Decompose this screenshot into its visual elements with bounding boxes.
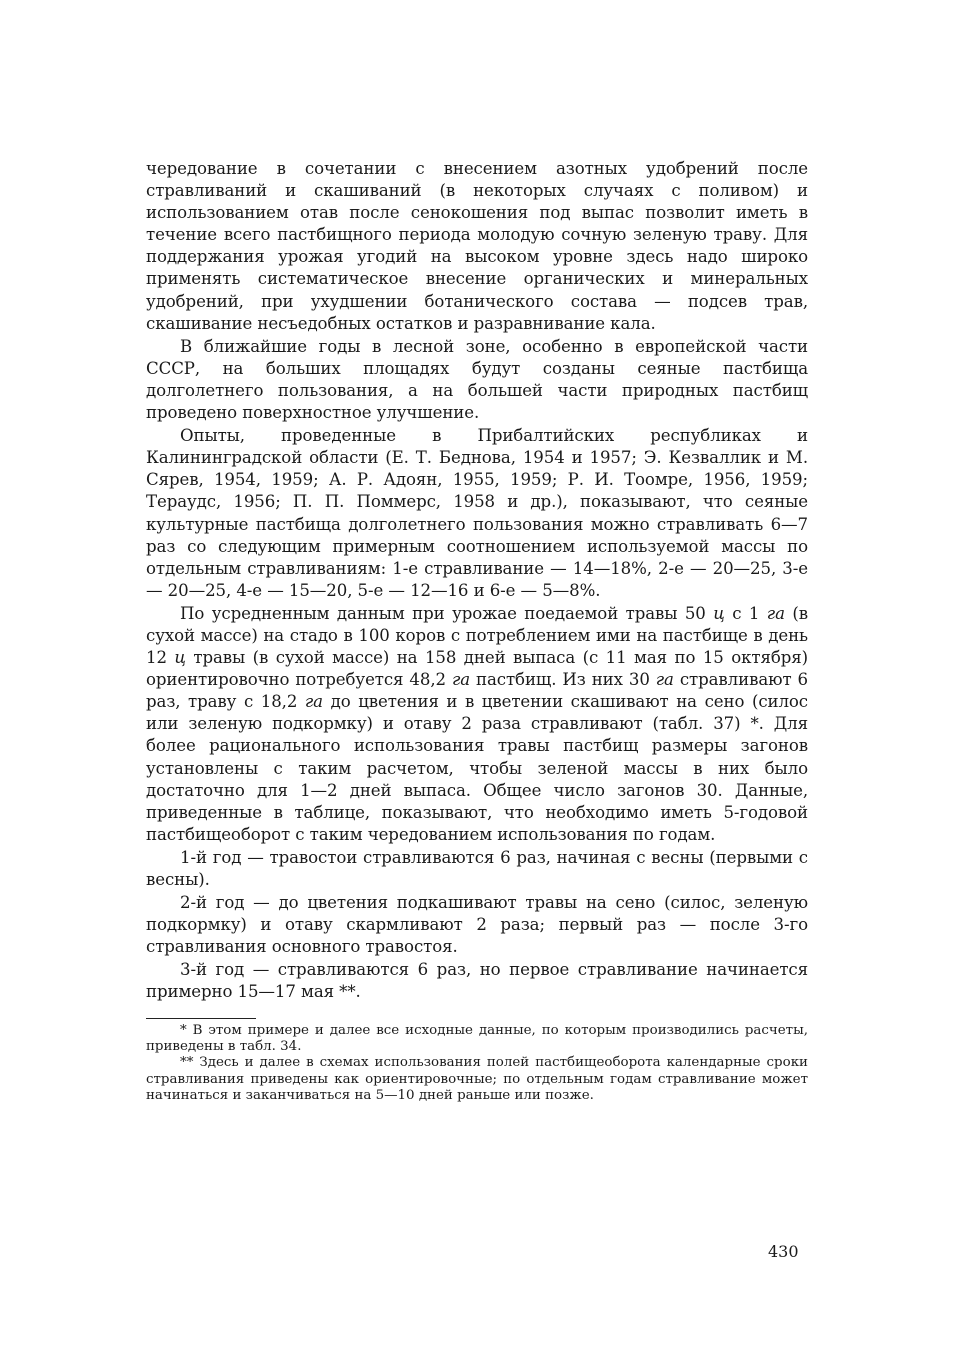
footnotes [146, 1023, 808, 1105]
footnote-divider [146, 1018, 256, 1019]
paragraph-5: 1-й год — травостои стравливаются 6 раз, начиная с весны (первыми с весны). [146, 847, 808, 889]
paragraph-6: 2-й год — до цветения подкашивают травы на сено (силос, зеленую подкормку) и отаву скармливают 2 раза; первый раз — после 3-го стравливания основного травостоя. [146, 893, 808, 957]
main-text [146, 158, 808, 1004]
text-run: пастбищ. Из них 30 [470, 670, 656, 690]
text-run: с 1 [724, 603, 767, 623]
unit-italic: га [304, 692, 323, 712]
footnote-2: ** Здесь и далее в схемах использования полей пастбищеоборота календарные сроки стравливания приведены как ориентировочные; по отдельным годам стравливание может начинаться и заканчиваться на 5—10 дней раньше или позже. [146, 1055, 808, 1104]
paragraph-1: чередование в сочетании с внесением азотных удобрений после стравливаний и скашиваний (в некоторых случаях с поливом) и использованием отав после сенокошения под выпас позволит иметь в течение всего пастбищного периода молодую сочную зеленую траву. Для поддержания урожая угодий на высоком уровне здесь надо широко применять систематическое внесение органических и минеральных удобрений, при ухудшении ботанического состава — подсев трав, скашивание несъедобных остатков и разравнивание кала. [146, 159, 808, 333]
unit-italic: га [766, 603, 785, 623]
unit-italic: ц [174, 648, 186, 668]
paragraph-3: Опыты, проведенные в Прибалтийских республиках и Калининградской области (Е. Т. Беднова, 1954 и 1957; Э. Кезваллик и М. Сярев, 1954, 1959; А. Р. Адоян, 1955, 1959; Р. И. Тоомре, 1956, 1959; Тераудс, 1956; П. П. Поммерс, 1958 и др.), показывают, что сеяные культурные пастбища долголетнего пользования можно стравливать 6—7 раз со следующим примерным соотношением используемой массы по отдельным стравливаниям: 1-е стравливание — 14—18%, 2-е — 20—25, 3-е — 20—25, 4-е — 15—20, 5-е — 12—16 и 6-е — 5—8%. [146, 426, 808, 600]
paragraph-2: В ближайшие годы в лесной зоне, особенно в европейской части СССР, на больших площадях будут созданы сеяные пастбища долголетнего пользования, а на большей части природных пастбищ проведено поверхностное улучшение. [146, 336, 808, 423]
paragraph-7: 3-й год — стравливаются 6 раз, но первое стравливание начинается примерно 15—17 мая **. [146, 960, 808, 1002]
unit-italic: ц [713, 603, 725, 623]
text-run: до цветения и в цветении скашивают на сено (силос или зеленую подкормку) и отаву 2 раза стравливают (табл. 37) *. Для более рационального использования травы пастбищ размеры загонов установлены с таким расчетом, чтобы зеленой массы в них было достаточно для 1—2 дней выпаса. Общее число загонов 30. Данные, приведенные в таблице, показывают, что необходимо иметь 5-годовой пастбищеоборот с таким чередованием использования по годам. [146, 692, 808, 844]
paragraph-4 [146, 603, 808, 846]
footnote-1: * В этом примере и далее все исходные данные, по которым производились расчеты, приведены в табл. 34. [146, 1022, 808, 1054]
page-content [146, 158, 808, 1105]
text-run: По усредненным данным при урожае поедаемой травы 50 [180, 603, 714, 623]
unit-italic: га [655, 670, 674, 690]
text-run: (в сухой массе) на стадо в 100 коров с потреблением ими на пастбище в день 12 [146, 603, 808, 668]
text-run: травы (в сухой массе) на 158 дней выпаса (с 11 мая по 15 октября) ориентировочно потребуется 48,2 [146, 648, 808, 690]
unit-italic: га [451, 670, 471, 690]
text-run: стравливают 6 раз, траву с 18,2 [146, 670, 808, 712]
page-number: 430 [768, 1242, 799, 1261]
